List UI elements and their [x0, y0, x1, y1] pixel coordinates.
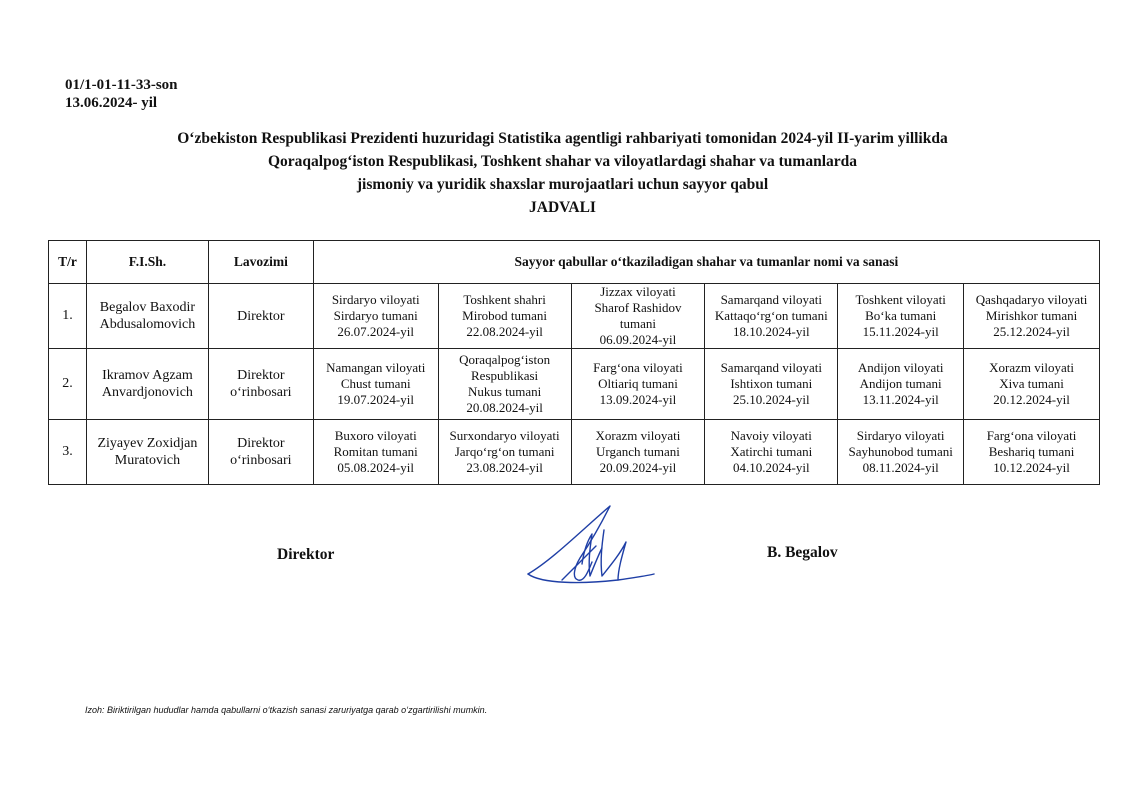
title-line: jismoniy va yuridik shaxslar murojaatlari uchun sayyor qabul: [356, 176, 769, 193]
visit-district: Nukus tumani: [467, 384, 542, 399]
header-name: F.I.Sh.: [86, 241, 208, 284]
visit-cell: [964, 284, 1100, 349]
visit-region: Xorazm viloyati: [989, 360, 1074, 375]
visit-cell: [313, 349, 438, 420]
visit-district: Xatirchi tumani: [730, 444, 813, 459]
handwritten-signature: [522, 500, 662, 592]
visit-cell: [964, 420, 1100, 485]
visit-region: Qashqadaryo viloyati: [975, 292, 1088, 307]
visit-date: 26.07.2024-yil: [337, 324, 414, 339]
visit-date: 04.10.2024-yil: [733, 460, 810, 475]
visit-district: Mirobod tumani: [462, 308, 548, 323]
visit-date: 13.09.2024-yil: [599, 392, 677, 407]
visit-district: Sirdaryo tumani: [333, 308, 418, 323]
position-line: o‘rinbosari: [230, 453, 292, 468]
visit-cell: [313, 284, 438, 349]
name-line: Muratovich: [114, 453, 181, 468]
table-row: [49, 420, 1100, 485]
visit-date: 22.08.2024-yil: [466, 324, 543, 339]
visit-district: Jarqo‘rg‘on tumani: [454, 444, 555, 459]
visit-district: Beshariq tumani: [988, 444, 1075, 459]
row-number: 1.: [49, 284, 87, 349]
visit-date: 25.10.2024-yil: [733, 392, 810, 407]
document-title: [0, 127, 1125, 219]
visit-cell: [438, 420, 571, 485]
visit-date: 18.10.2024-yil: [733, 324, 810, 339]
visit-region: Surxondaryo viloyati: [449, 428, 560, 443]
title-line: JADVALI: [529, 199, 596, 216]
position-line: Direktor: [237, 368, 285, 383]
visit-region: Sirdaryo viloyati: [856, 428, 945, 443]
visit-district: Sayhunobod tumani: [848, 444, 953, 459]
name-line: Anvardjonovich: [101, 385, 193, 400]
table-row: [49, 349, 1100, 420]
visit-region: Jizzax viloyati: [600, 284, 676, 299]
visit-region: Buxoro viloyati: [334, 428, 417, 443]
row-number: 3.: [49, 420, 87, 485]
visit-date: 10.12.2024-yil: [993, 460, 1070, 475]
visit-district: Sharof Rashidov: [594, 300, 682, 315]
reference-date: 13.06.2024- yil: [65, 95, 158, 111]
visit-district: Urganch tumani: [596, 444, 680, 459]
visit-region: Samarqand viloyati: [720, 292, 823, 307]
visit-cell: [571, 349, 705, 420]
visit-cell: [838, 349, 964, 420]
visit-district: Chust tumani: [340, 376, 411, 391]
visit-region: Farg‘ona viloyati: [593, 360, 683, 375]
visit-cell: [438, 284, 571, 349]
title-line: O‘zbekiston Respublikasi Prezidenti huzuridagi Statistika agentligi rahbariyati tomonidan 2024-yil II-yarim yillikda: [177, 130, 948, 147]
visit-region: Farg‘ona viloyati: [986, 428, 1077, 443]
person-position: [208, 420, 313, 485]
visit-cell: [705, 284, 838, 349]
name-line: Ziyayev Zoxidjan: [97, 436, 198, 451]
visit-district: Romitan tumani: [333, 444, 418, 459]
visit-region: Qoraqalpog‘iston: [459, 352, 551, 367]
schedule-table: [48, 240, 1100, 485]
signature-strokes: [528, 506, 654, 582]
row-number: 2.: [49, 349, 87, 420]
person-position: [208, 284, 313, 349]
visit-district: Kattaqo‘rg‘on tumani: [714, 308, 828, 323]
visit-cell: [705, 349, 838, 420]
visit-region: Respublikasi: [471, 368, 539, 383]
document-reference: [65, 76, 178, 112]
position-line: Direktor: [237, 436, 285, 451]
visit-cell: [571, 284, 705, 349]
visit-region: Samarqand viloyati: [720, 360, 823, 375]
visit-cell: [838, 284, 964, 349]
visit-district: tumani: [619, 316, 657, 331]
visit-district: Xiva tumani: [999, 376, 1064, 391]
position-line: o‘rinbosari: [230, 385, 292, 400]
footnote: Izoh: Biriktirilgan hududlar hamda qabullarni o‘tkazish sanasi zaruriyatga qarab o‘zgartirilishi mumkin.: [85, 705, 488, 715]
visit-date: 08.11.2024-yil: [862, 460, 939, 475]
visit-date: 20.08.2024-yil: [466, 400, 543, 415]
visit-cell: [705, 420, 838, 485]
header-position: Lavozimi: [208, 241, 313, 284]
visit-region: Namangan viloyati: [326, 360, 426, 375]
reference-number: 01/1-01-11-33-son: [65, 77, 178, 93]
visit-date: 15.11.2024-yil: [862, 324, 939, 339]
header-schedule: Sayyor qabullar o‘tkaziladigan shahar va tumanlar nomi va sanasi: [313, 241, 1099, 284]
visit-cell: [964, 349, 1100, 420]
visit-region: Andijon viloyati: [857, 360, 944, 375]
name-line: Begalov Baxodir: [99, 300, 196, 315]
visit-date: 05.08.2024-yil: [337, 460, 414, 475]
visit-region: Toshkent viloyati: [855, 292, 946, 307]
visit-date: 25.12.2024-yil: [993, 324, 1070, 339]
person-name: [86, 420, 208, 485]
visit-region: Xorazm viloyati: [595, 428, 681, 443]
table-header-row: [49, 241, 1100, 284]
signatory-name: B. Begalov: [767, 544, 838, 561]
visit-district: Oltiariq tumani: [598, 376, 678, 391]
visit-cell: [838, 420, 964, 485]
visit-date: 20.12.2024-yil: [993, 392, 1070, 407]
person-position: [208, 349, 313, 420]
visit-cell: [571, 420, 705, 485]
visit-date: 20.09.2024-yil: [599, 460, 677, 475]
name-line: Ikramov Agzam: [102, 368, 193, 383]
visit-date: 06.09.2024-yil: [599, 332, 677, 347]
visit-date: 13.11.2024-yil: [862, 392, 939, 407]
position-line: Direktor: [237, 308, 285, 324]
person-name: [86, 349, 208, 420]
header-number: T/r: [49, 241, 87, 284]
table-row: [49, 284, 1100, 349]
visit-region: Toshkent shahri: [463, 292, 546, 307]
signatory-position: Direktor: [277, 546, 335, 563]
visit-district: Ishtixon tumani: [730, 376, 813, 391]
visit-date: 19.07.2024-yil: [337, 392, 414, 407]
title-line: Qoraqalpog‘iston Respublikasi, Toshkent shahar va viloyatlardagi shahar va tumanlarda: [268, 153, 857, 170]
visit-region: Navoiy viloyati: [730, 428, 812, 443]
visit-district: Bo‘ka tumani: [865, 308, 937, 323]
visit-date: 23.08.2024-yil: [466, 460, 543, 475]
visit-cell: [438, 349, 571, 420]
visit-region: Sirdaryo viloyati: [331, 292, 420, 307]
name-line: Abdusalomovich: [99, 317, 196, 332]
visit-cell: [313, 420, 438, 485]
visit-district: Andijon tumani: [859, 376, 942, 391]
visit-district: Mirishkor tumani: [985, 308, 1078, 323]
person-name: [86, 284, 208, 349]
